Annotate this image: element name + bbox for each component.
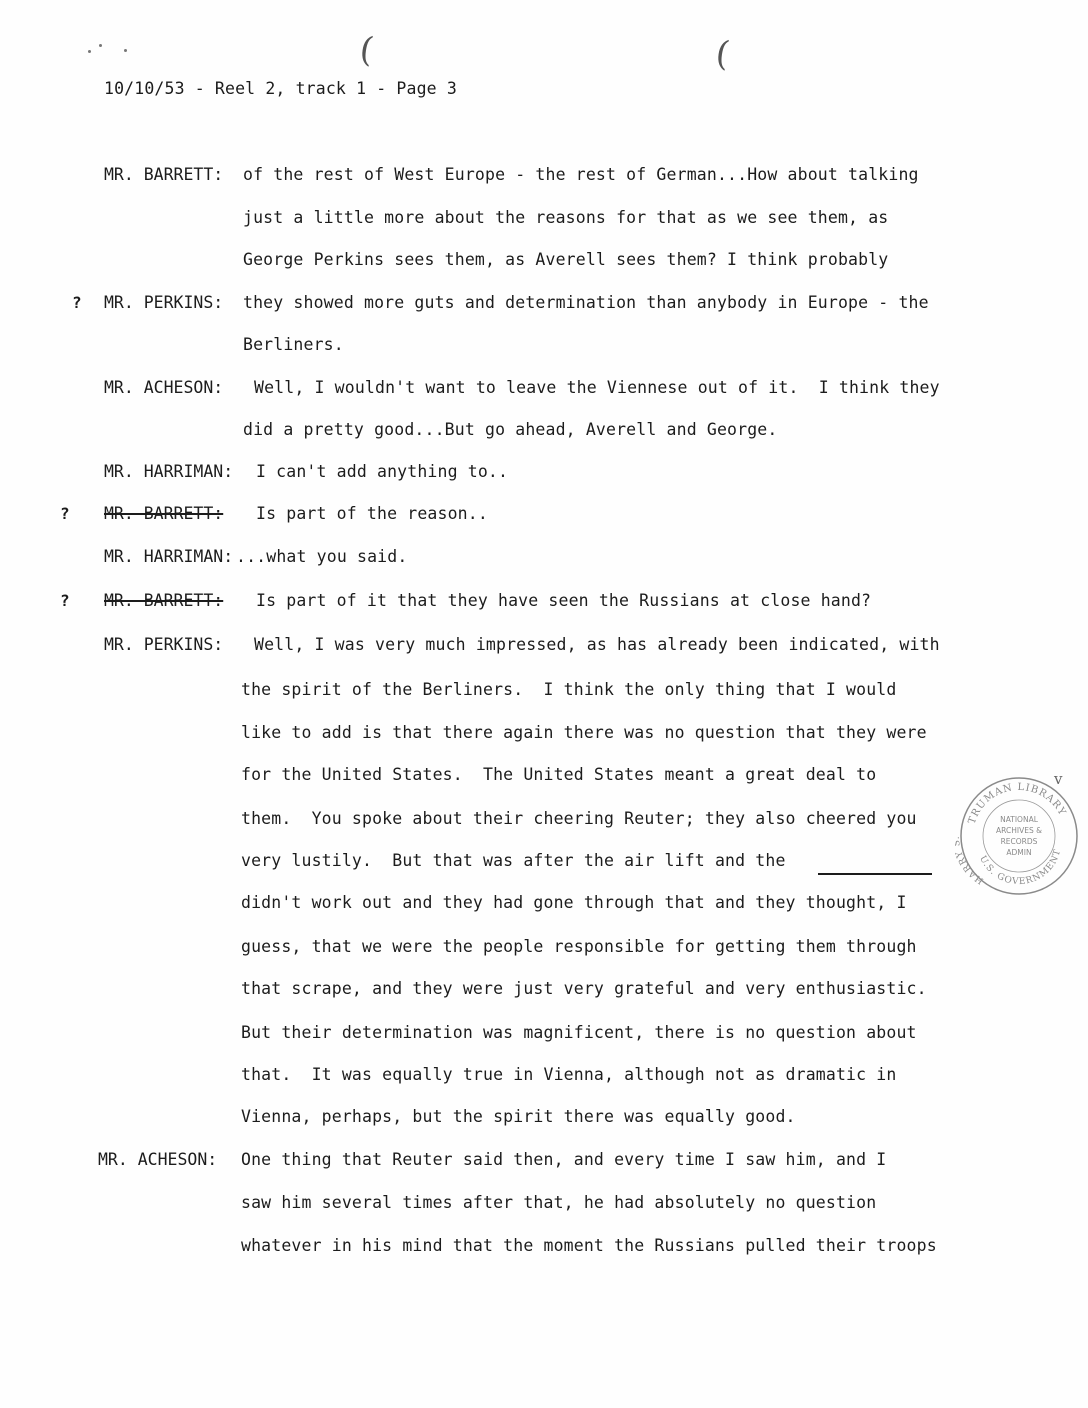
dialogue-line: One thing that Reuter said then, and every time I saw him, and I xyxy=(241,1150,887,1169)
dialogue-line: did a pretty good...But go ahead, Averell and George. xyxy=(243,420,778,439)
page-header: 10/10/53 - Reel 2, track 1 - Page 3 xyxy=(104,79,457,98)
dialogue-line: the spirit of the Berliners. I think the only thing that I would xyxy=(241,680,897,699)
speaker-label: MR. HARRIMAN: xyxy=(104,547,234,566)
dialogue-line: they showed more guts and determination than anybody in Europe - the xyxy=(243,293,929,312)
dialogue-line: ...what you said. xyxy=(236,547,408,566)
dialogue-line: saw him several times after that, he had absolutely no question xyxy=(241,1193,877,1212)
dialogue-line: But their determination was magnificent, there is no question about xyxy=(241,1023,917,1042)
speaker-label-struck: MR. BARRETT: xyxy=(104,504,224,523)
stamp-graphic xyxy=(955,772,1083,900)
stamp-center-line: ARCHIVES & xyxy=(996,826,1042,835)
margin-v-mark: v xyxy=(1054,770,1063,788)
stamp-bottom-text: U.S. GOVERNMENT xyxy=(977,847,1064,888)
truman-library-stamp xyxy=(955,772,1083,900)
paper-speck xyxy=(124,49,127,52)
dialogue-line: Is part of the reason.. xyxy=(256,504,488,523)
margin-question-mark: ? xyxy=(60,504,70,523)
paper-speck xyxy=(88,50,91,53)
speaker-label: MR. BARRETT: xyxy=(104,165,224,184)
speaker-label-struck: MR. BARRETT: xyxy=(104,591,224,610)
stamp-center-line: RECORDS xyxy=(1000,837,1038,846)
margin-question-mark: ? xyxy=(72,293,82,312)
dialogue-line: for the United States. The United States meant a great deal to xyxy=(241,765,877,784)
dialogue-line: very lustily. But that was after the air lift and the xyxy=(241,851,786,870)
dialogue-line: guess, that we were the people responsible for getting them through xyxy=(241,937,917,956)
paper-mark-right-paren: ( xyxy=(713,33,732,75)
paper-mark-left-paren: ( xyxy=(357,29,376,71)
dialogue-line: that scrape, and they were just very grateful and very enthusiastic. xyxy=(241,979,927,998)
dialogue-line: whatever in his mind that the moment the Russians pulled their troops xyxy=(241,1236,937,1255)
dialogue-line: Vienna, perhaps, but the spirit there was equally good. xyxy=(241,1107,796,1126)
dialogue-line: that. It was equally true in Vienna, although not as dramatic in xyxy=(241,1065,897,1084)
stamp-inner-ring xyxy=(983,800,1055,872)
margin-question-mark: ? xyxy=(60,591,70,610)
dialogue-line: just a little more about the reasons for that as we see them, as xyxy=(243,208,889,227)
blank-fill-line xyxy=(818,873,932,875)
dialogue-line: Berliners. xyxy=(243,335,344,354)
stamp-center-line: ADMIN xyxy=(1006,848,1032,857)
speaker-label: MR. PERKINS: xyxy=(104,635,224,654)
dialogue-line: of the rest of West Europe - the rest of German...How about talking xyxy=(243,165,919,184)
paper-speck xyxy=(99,44,102,47)
dialogue-line: Is part of it that they have seen the Russians at close hand? xyxy=(256,591,872,610)
dialogue-line: like to add is that there again there was no question that they were xyxy=(241,723,927,742)
speaker-label: MR. ACHESON: xyxy=(104,378,224,397)
stamp-top-text: TRUMAN LIBRARY xyxy=(966,781,1068,826)
speaker-label: MR. HARRIMAN: xyxy=(104,462,234,481)
speaker-label: MR. ACHESON: xyxy=(98,1150,218,1169)
dialogue-line: them. You spoke about their cheering Reuter; they also cheered you xyxy=(241,809,917,828)
speaker-label: MR. PERKINS: xyxy=(104,293,224,312)
dialogue-line: Well, I wouldn't want to leave the Viennese out of it. I think they xyxy=(254,378,940,397)
dialogue-line: Well, I was very much impressed, as has already been indicated, with xyxy=(254,635,940,654)
dialogue-line: George Perkins sees them, as Averell sees them? I think probably xyxy=(243,250,889,269)
stamp-left-text: HARRY xyxy=(955,848,986,886)
dialogue-line: didn't work out and they had gone through that and they thought, I xyxy=(241,893,907,912)
stamp-center-line: NATIONAL xyxy=(1000,815,1038,824)
dialogue-line: I can't add anything to.. xyxy=(256,462,509,481)
